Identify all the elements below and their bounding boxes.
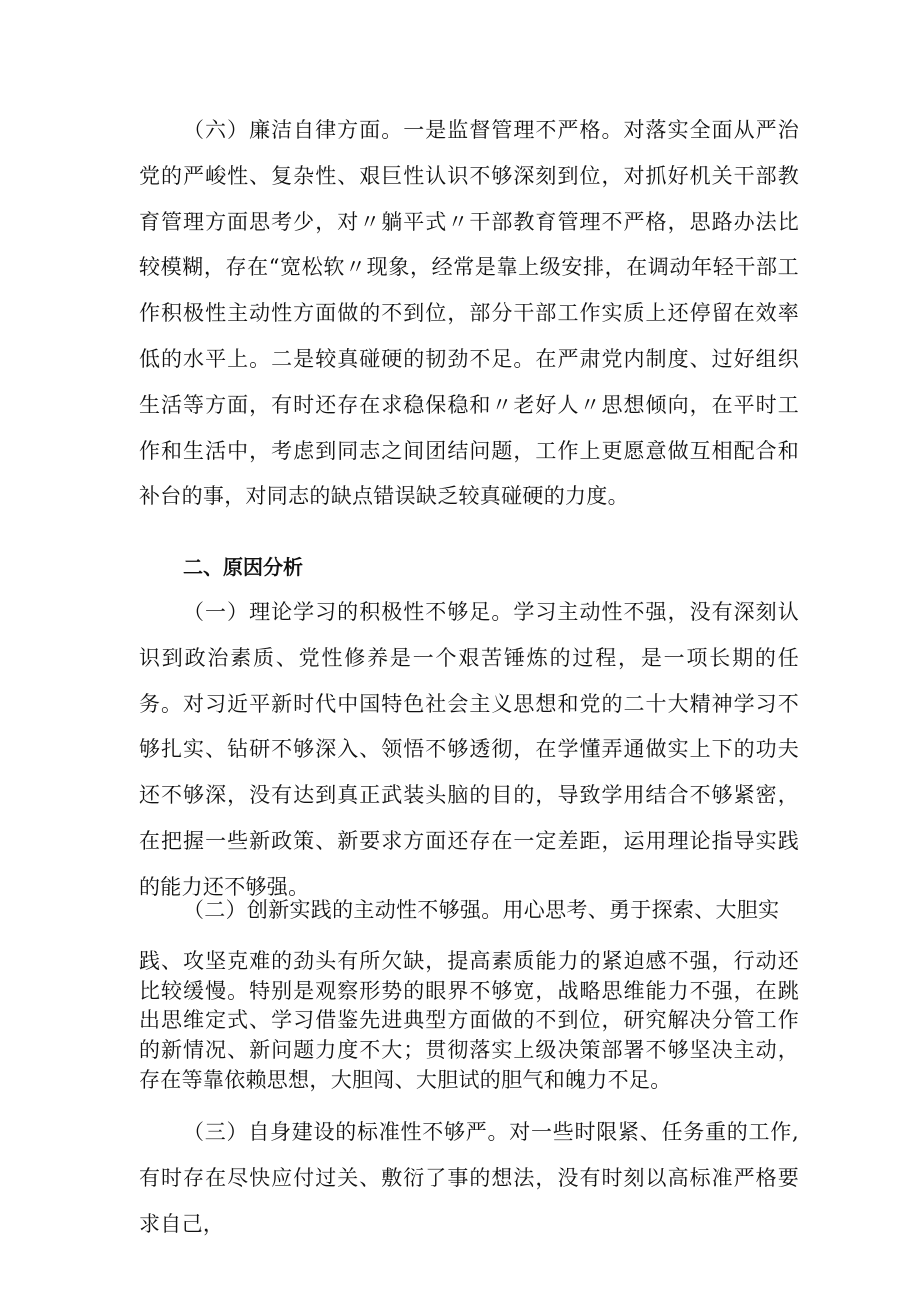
paragraph-theory-study: （一）理论学习的积极性不够足。学习主动性不强，没有深刻认识到政治素质、党性修养是一个艰苦锤炼的过程，是一项长期的任务。对习近平新时代中国特色社会主义思想和党的二十大精神学习不够扎实、钻研不够深入、领悟不够透彻，在学懂弄通做实上下的功夫还不够深，没有达到真正武装头脑的目的，导致学用结合不够紧密，在把握一些新政策、新要求方面还存在一定差距，运用理论指导实践的能力还不够强。 <box>139 600 799 899</box>
paragraph-innovation-first-line: （二）创新实践的主动性不够强。用心思考、勇于探索、大胆实 <box>183 898 780 922</box>
paragraph-innovation-body: 践、攻坚克难的劲头有所欠缺，提高素质能力的紧迫感不强，行动还比较缓慢。特别是观察形势的眼界不够宽，战略思维能力不强，在跳出思维定式、学习借鉴先进典型方面做的不到位，研究解决分管工作的新情况、新问题力度不大；贯彻落实上级决策部署不够坚决主动，存在等靠依赖思想，大胆闯、大胆试的胆气和魄力不足。 <box>139 949 799 1092</box>
paragraph-integrity: （六）廉洁自律方面。一是监督管理不严格。对落实全面从严治党的严峻性、复杂性、艰巨性认识不够深刻到位，对抓好机关干部教育管理方面思考少，对〃躺平式〃干部教育管理不严格，思路办法比较模糊，存在“宽松软〃现象，经常是靠上级安排，在调动年轻干部工作积极性主动性方面做的不到位，部分干部工作实质上还停留在效率低的水平上。二是较真碰硬的韧劲不足。在严肃党内制度、过好组织生活等方面，有时还存在求稳保稳和〃老好人〃思想倾向，在平时工作和生活中，考虑到同志之间团结问题，工作上更愿意做互相配合和补台的事，对同志的缺点错误缺乏较真碰硬的力度。 <box>139 118 799 509</box>
section-heading-cause-analysis: 二、原因分析 <box>183 555 303 579</box>
paragraph-self-standard: （三）自身建设的标准性不够严。对一些时限紧、任务重的工作,有时存在尽快应付过关、敷衍了事的想法，没有时刻以高标准严格要求自己， <box>139 1120 799 1236</box>
